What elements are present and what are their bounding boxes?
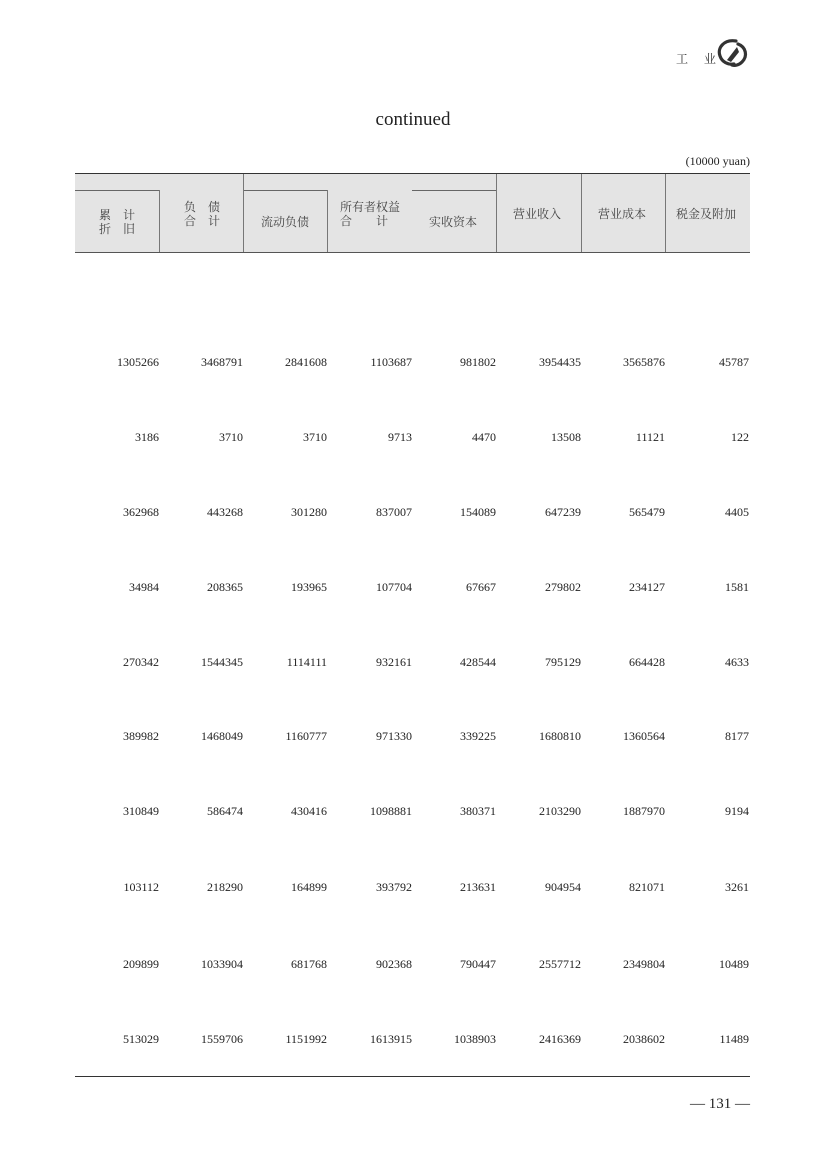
- continued-label: continued: [375, 109, 451, 130]
- table-cell: 339225: [460, 729, 496, 743]
- table-row: [75, 355, 750, 371]
- table-cell: 1160777: [285, 729, 327, 743]
- table-row: [75, 430, 750, 446]
- table-cell: 3710: [303, 430, 327, 444]
- col-header-taxes-surcharges: 税金及附加: [676, 207, 737, 221]
- table-cell: 393792: [376, 880, 412, 894]
- table-cell: 218290: [207, 880, 243, 894]
- table-cell: 310849: [123, 804, 159, 818]
- table-row: [75, 655, 750, 671]
- table-cell: 1360564: [623, 729, 665, 743]
- table-cell: 1305266: [117, 355, 159, 369]
- table-cell: 1151992: [285, 1032, 327, 1046]
- table-cell: 1613915: [370, 1032, 412, 1046]
- table-cell: 213631: [460, 880, 496, 894]
- table-cell: 932161: [376, 655, 412, 669]
- table-cell: 1103687: [370, 355, 412, 369]
- table-cell: 821071: [629, 880, 665, 894]
- table-row: [75, 804, 750, 820]
- table-cell: 164899: [291, 880, 327, 894]
- table-cell: 837007: [376, 505, 412, 519]
- table-cell: 904954: [545, 880, 581, 894]
- table-cell: 3186: [135, 430, 159, 444]
- table-cell: 3954435: [539, 355, 581, 369]
- table-cell: 1680810: [539, 729, 581, 743]
- table-cell: 428544: [460, 655, 496, 669]
- table-cell: 13508: [551, 430, 581, 444]
- table-cell: 270342: [123, 655, 159, 669]
- table-cell: 681768: [291, 957, 327, 971]
- table-cell: 301280: [291, 505, 327, 519]
- table-cell: 10489: [719, 957, 749, 971]
- table-cell: 981802: [460, 355, 496, 369]
- col-header-operating-revenue: 营业收入: [513, 207, 562, 221]
- table-cell: 971330: [376, 729, 412, 743]
- table-cell: 2103290: [539, 804, 581, 818]
- table-cell: 1544345: [201, 655, 243, 669]
- table-cell: 647239: [545, 505, 581, 519]
- table-row: [75, 580, 750, 596]
- table-cell: 664428: [629, 655, 665, 669]
- table-cell: 513029: [123, 1032, 159, 1046]
- col-header-total-liabilities: 负 债 合 计: [184, 200, 221, 228]
- table-cell: 3261: [725, 880, 749, 894]
- table-cell: 362968: [123, 505, 159, 519]
- table-cell: 2038602: [623, 1032, 665, 1046]
- table-cell: 4405: [725, 505, 749, 519]
- table-cell: 1033904: [201, 957, 243, 971]
- table-cell: 1559706: [201, 1032, 243, 1046]
- table-bottom-rule: [75, 1076, 750, 1077]
- table-cell: 208365: [207, 580, 243, 594]
- table-row: [75, 729, 750, 745]
- table-cell: 2416369: [539, 1032, 581, 1046]
- table-cell: 389982: [123, 729, 159, 743]
- table-cell: 9713: [388, 430, 412, 444]
- table-row: [75, 957, 750, 973]
- table-cell: 8177: [725, 729, 749, 743]
- header-title: 工 业: [676, 52, 722, 66]
- table-cell: 193965: [291, 580, 327, 594]
- table-cell: 34984: [129, 580, 159, 594]
- table-cell: 2557712: [539, 957, 581, 971]
- col-header-owners-equity: 所有者权益 合 计: [340, 200, 401, 228]
- table-cell: 107704: [376, 580, 412, 594]
- table-cell: 1114111: [286, 655, 327, 669]
- table-cell: 443268: [207, 505, 243, 519]
- table-cell: 11489: [719, 1032, 749, 1046]
- table-row: [75, 505, 750, 521]
- table-cell: 67667: [466, 580, 496, 594]
- table-cell: 380371: [460, 804, 496, 818]
- table-cell: 11121: [635, 430, 665, 444]
- table-cell: 902368: [376, 957, 412, 971]
- col-header-current-liabilities: 流动负债: [261, 215, 310, 229]
- table-cell: 790447: [460, 957, 496, 971]
- table-cell: 209899: [123, 957, 159, 971]
- col-header-depreciation: 累 计 折 旧: [99, 208, 136, 236]
- table-cell: 2349804: [623, 957, 665, 971]
- table-cell: 9194: [725, 804, 749, 818]
- table-cell: 1468049: [201, 729, 243, 743]
- table-cell: 1887970: [623, 804, 665, 818]
- table-cell: 2841608: [285, 355, 327, 369]
- table-cell: 795129: [545, 655, 581, 669]
- table-cell: 279802: [545, 580, 581, 594]
- table-cell: 1098881: [370, 804, 412, 818]
- table-cell: 565479: [629, 505, 665, 519]
- unit-label: (10000 yuan): [685, 154, 750, 168]
- col-header-operating-cost: 营业成本: [598, 207, 647, 221]
- table-cell: 3565876: [623, 355, 665, 369]
- table-cell: 4633: [725, 655, 749, 669]
- table-cell: 3468791: [201, 355, 243, 369]
- table-cell: 586474: [207, 804, 243, 818]
- table-row: [75, 880, 750, 896]
- table-cell: 3710: [219, 430, 243, 444]
- table-cell: 45787: [719, 355, 749, 369]
- table-cell: 430416: [291, 804, 327, 818]
- page-number: — 131 —: [690, 1096, 750, 1112]
- table-row: [75, 1032, 750, 1048]
- table-cell: 1581: [725, 580, 749, 594]
- table-cell: 1038903: [454, 1032, 496, 1046]
- col-header-paid-in-capital: 实收资本: [429, 215, 478, 229]
- table-cell: 4470: [472, 430, 496, 444]
- table-cell: 234127: [629, 580, 665, 594]
- table-cell: 122: [731, 430, 749, 444]
- table-cell: 154089: [460, 505, 496, 519]
- publisher-logo-icon: [714, 38, 750, 68]
- table-cell: 103112: [123, 880, 159, 894]
- table-header: [75, 173, 750, 253]
